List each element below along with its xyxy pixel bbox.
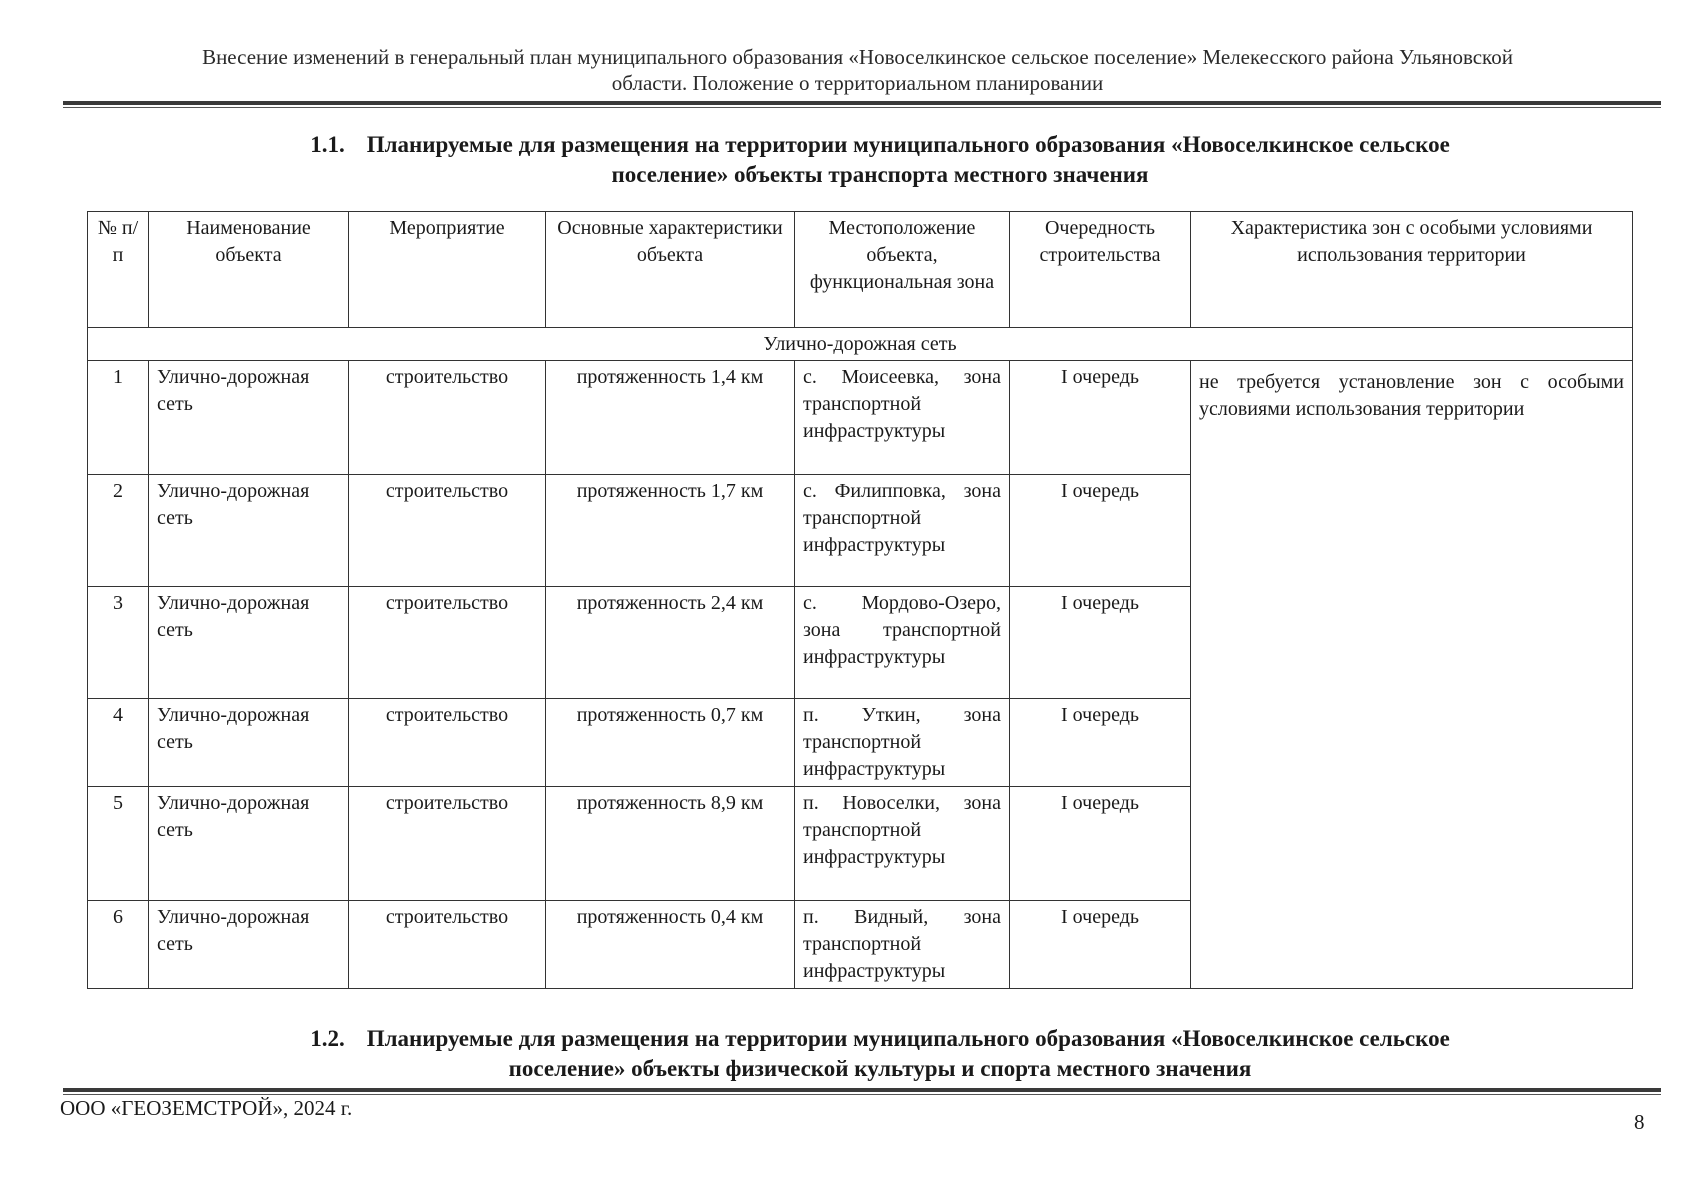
zones-note: не требуется установление зон с особыми условиями использования территории [1191, 361, 1633, 989]
row-characteristics: протяженность 0,7 км [546, 699, 795, 787]
row-name: Улично-дорожная сеть [149, 699, 349, 787]
section-1-title-line-2: поселение» объекты транспорта местного значения [611, 162, 1149, 187]
section-1-number: 1.1. [310, 132, 345, 157]
row-activity: строительство [349, 699, 546, 787]
page-number: 8 [1634, 1110, 1645, 1134]
row-name: Улично-дорожная сеть [149, 587, 349, 699]
section-2-title-line-1: Планируемые для размещения на территории муниципального образования «Новоселкинское сельское [366, 1026, 1450, 1051]
header-rule-thin [63, 107, 1661, 108]
table-header-row [88, 212, 1633, 328]
transport-objects-table [87, 211, 1633, 989]
row-activity: строительство [349, 361, 546, 475]
row-order: I очередь [1010, 901, 1191, 989]
footer-rule-thin [63, 1094, 1661, 1095]
row-order: I очередь [1010, 361, 1191, 475]
section-2-title [160, 1024, 1600, 1084]
row-activity: строительство [349, 587, 546, 699]
row-order: I очередь [1010, 699, 1191, 787]
header-characteristics: Основные характеристики объекта [546, 212, 795, 328]
header-line-2: области. Положение о территориальном планировании [611, 71, 1104, 95]
group-row [88, 328, 1633, 361]
header-line-1: Внесение изменений в генеральный план муниципального образования «Новоселкинское сельское поселение» Мелекесского района Ульяновской [202, 45, 1513, 69]
row-activity: строительство [349, 475, 546, 587]
row-num: 3 [88, 587, 149, 699]
row-num: 2 [88, 475, 149, 587]
row-characteristics: протяженность 1,7 км [546, 475, 795, 587]
row-location: с. Моисеевка, зона транспортной инфраструктуры [795, 361, 1010, 475]
row-name: Улично-дорожная сеть [149, 901, 349, 989]
group-title: Улично-дорожная сеть [88, 328, 1633, 361]
page-header [90, 44, 1625, 96]
row-characteristics: протяженность 1,4 км [546, 361, 795, 475]
row-num: 1 [88, 361, 149, 475]
footer-rule-thick [63, 1088, 1661, 1092]
header-location: Местоположение объекта, функциональная зона [795, 212, 1010, 328]
table-row [88, 361, 1633, 475]
row-name: Улично-дорожная сеть [149, 787, 349, 901]
footer-company: ООО «ГЕОЗЕМСТРОЙ», 2024 г. [60, 1096, 353, 1120]
row-name: Улично-дорожная сеть [149, 475, 349, 587]
section-1-title-line-1: Планируемые для размещения на территории муниципального образования «Новоселкинское сельское [366, 132, 1450, 157]
row-activity: строительство [349, 901, 546, 989]
row-activity: строительство [349, 787, 546, 901]
header-zones: Характеристика зон с особыми условиями использования территории [1191, 212, 1633, 328]
row-characteristics: протяженность 0,4 км [546, 901, 795, 989]
section-2-number: 1.2. [310, 1026, 345, 1051]
row-characteristics: протяженность 2,4 км [546, 587, 795, 699]
row-characteristics: протяженность 8,9 км [546, 787, 795, 901]
row-location: с. Мордово-Озеро, зона транспортной инфраструктуры [795, 587, 1010, 699]
row-order: I очередь [1010, 587, 1191, 699]
section-2-title-line-2: поселение» объекты физической культуры и спорта местного значения [508, 1056, 1252, 1081]
row-location: п. Уткин, зона транспортной инфраструктуры [795, 699, 1010, 787]
header-num: № п/п [88, 212, 149, 328]
row-num: 4 [88, 699, 149, 787]
row-order: I очередь [1010, 475, 1191, 587]
row-num: 6 [88, 901, 149, 989]
row-location: п. Новоселки, зона транспортной инфраструктуры [795, 787, 1010, 901]
row-location: п. Видный, зона транспортной инфраструктуры [795, 901, 1010, 989]
header-name: Наименование объекта [149, 212, 349, 328]
header-rule-thick [63, 101, 1661, 105]
row-location: с. Филипповка, зона транспортной инфраструктуры [795, 475, 1010, 587]
row-name: Улично-дорожная сеть [149, 361, 349, 475]
header-order: Очередность строительства [1010, 212, 1191, 328]
header-activity: Мероприятие [349, 212, 546, 328]
row-num: 5 [88, 787, 149, 901]
row-order: I очередь [1010, 787, 1191, 901]
section-1-title [160, 130, 1600, 190]
